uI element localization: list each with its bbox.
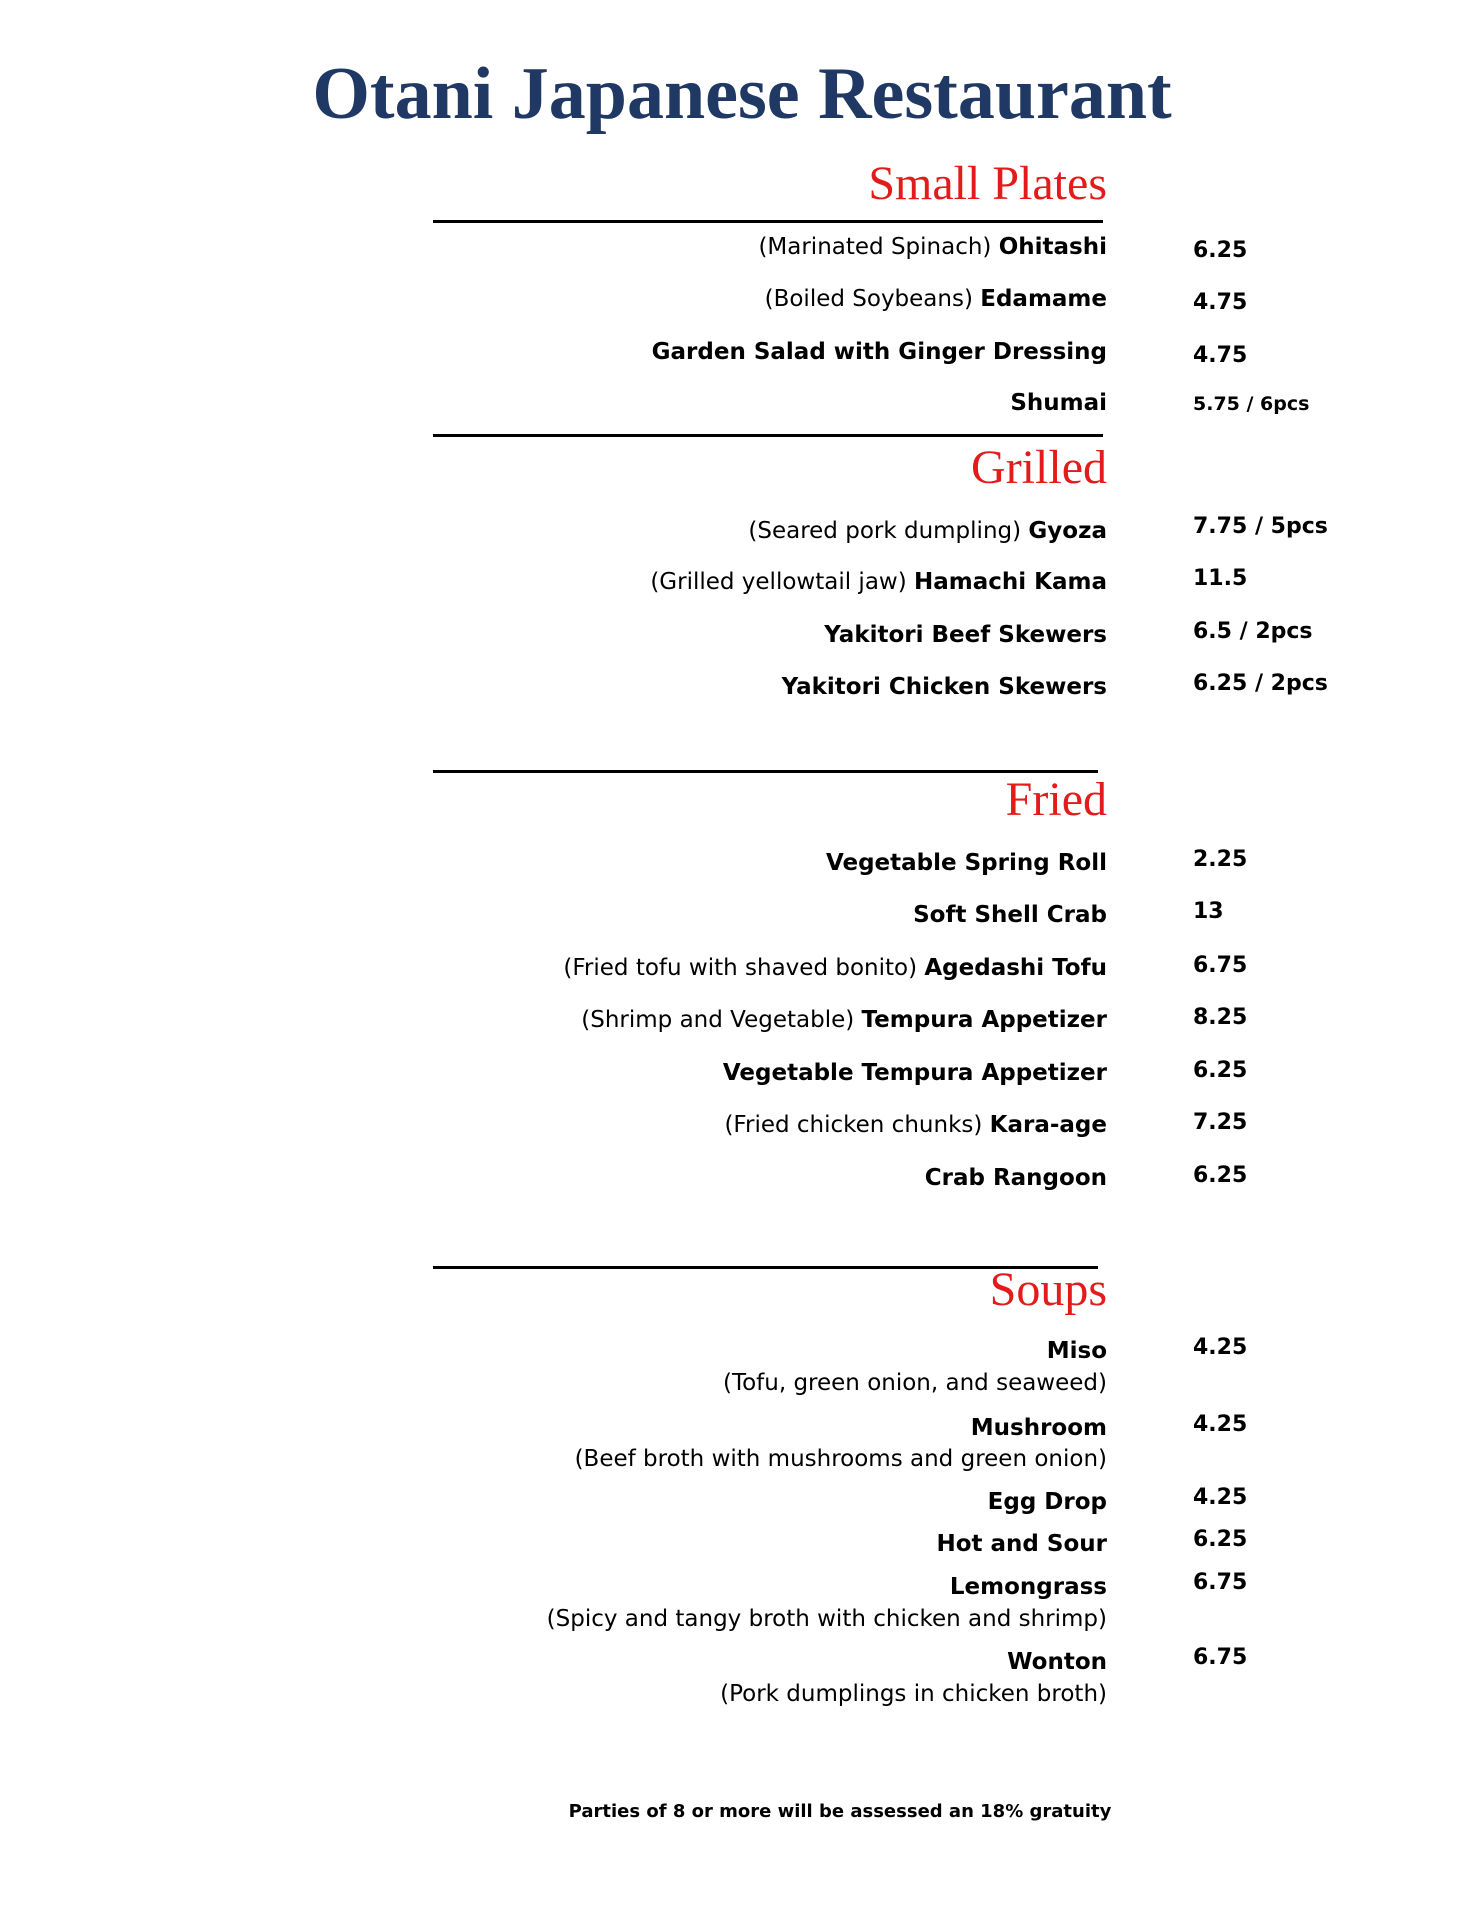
menu-item: [652, 337, 1107, 367]
menu-item: [826, 848, 1107, 878]
item-description: (Tofu, green onion, and seaweed): [722, 1370, 1107, 1396]
section-heading-soups: Soups: [989, 1263, 1107, 1316]
item-name: Gyoza: [1028, 518, 1107, 544]
item-price: 2.25: [1193, 847, 1248, 872]
item-description: (Pork dumplings in chicken broth): [720, 1681, 1107, 1707]
item-price: 6.25: [1193, 238, 1248, 263]
menu-item: [988, 1487, 1107, 1517]
menu-item: [1047, 1336, 1107, 1366]
item-price: 6.75: [1193, 1645, 1248, 1670]
item-description: (Beef broth with mushrooms and green onion): [574, 1446, 1107, 1472]
item-name: Soft Shell Crab: [913, 902, 1107, 928]
item-price: 6.5 / 2pcs: [1193, 619, 1313, 644]
item-name: Vegetable Tempura Appetizer: [722, 1060, 1107, 1086]
page-title: Otani Japanese Restaurant: [312, 53, 1172, 135]
menu-item: [724, 1110, 1107, 1140]
item-description: (Seared pork dumpling): [748, 518, 1022, 544]
menu-item: [650, 567, 1107, 597]
item-name: Yakitori Beef Skewers: [824, 622, 1107, 648]
menu-item: [925, 1163, 1107, 1193]
item-name: Miso: [1046, 1338, 1107, 1364]
item-price: 11.5: [1193, 566, 1248, 591]
section-divider: [433, 220, 1103, 223]
item-name: Garden Salad with Ginger Dressing: [651, 339, 1107, 365]
item-price: 4.75: [1193, 290, 1248, 315]
item-name: Kara-age: [989, 1112, 1107, 1138]
menu-item: [936, 1529, 1107, 1559]
item-price: 6.25: [1193, 1163, 1248, 1188]
item-price: 6.75: [1193, 1570, 1248, 1595]
section-divider: [433, 434, 1103, 437]
item-description: (Fried tofu with shaved bonito): [563, 955, 918, 981]
item-name: Egg Drop: [987, 1489, 1107, 1515]
item-price: 6.75: [1193, 953, 1248, 978]
menu-item: [758, 232, 1107, 262]
item-price: 13: [1193, 899, 1224, 924]
item-name: Mushroom: [970, 1415, 1107, 1441]
item-name: Lemongrass: [949, 1574, 1107, 1600]
item-price: 6.25 / 2pcs: [1193, 671, 1328, 696]
item-description: (Shrimp and Vegetable): [581, 1007, 855, 1033]
menu-item: [1010, 388, 1107, 418]
item-name: Agedashi Tofu: [924, 955, 1107, 981]
item-price: 5.75 / 6pcs: [1193, 393, 1310, 415]
item-price: 8.25: [1193, 1005, 1248, 1030]
item-price: 7.25: [1193, 1110, 1248, 1135]
item-name: Vegetable Spring Roll: [825, 850, 1107, 876]
gratuity-note: Parties of 8 or more will be assessed an 18% gratuity: [568, 1801, 1112, 1822]
menu-item: [1007, 1647, 1107, 1677]
item-name: Hot and Sour: [936, 1531, 1107, 1557]
item-description: (Spicy and tangy broth with chicken and shrimp): [546, 1606, 1107, 1632]
item-price: 4.25: [1193, 1412, 1248, 1437]
menu-item: [971, 1413, 1107, 1443]
item-price: 4.75: [1193, 343, 1248, 368]
item-price: 6.25: [1193, 1527, 1248, 1552]
menu-item: [723, 1058, 1107, 1088]
item-name: Edamame: [980, 286, 1107, 312]
item-name: Yakitori Chicken Skewers: [781, 674, 1107, 700]
item-name: Tempura Appetizer: [861, 1007, 1107, 1033]
item-description: (Fried chicken chunks): [724, 1112, 983, 1138]
item-description: (Grilled yellowtail jaw): [650, 569, 907, 595]
section-heading-small-plates: Small Plates: [868, 157, 1107, 210]
menu-item: [950, 1572, 1107, 1602]
item-price: 4.25: [1193, 1335, 1248, 1360]
item-name: Shumai: [1010, 390, 1107, 416]
section-divider: [433, 770, 1098, 773]
item-name: Hamachi Kama: [914, 569, 1107, 595]
menu-item: [913, 900, 1107, 930]
menu-item: [748, 516, 1107, 546]
section-heading-grilled: Grilled: [971, 441, 1107, 494]
section-heading-fried: Fried: [1005, 773, 1107, 826]
menu-item: [765, 284, 1107, 314]
item-price: 4.25: [1193, 1485, 1248, 1510]
item-name: Ohitashi: [998, 234, 1107, 260]
item-description: (Marinated Spinach): [758, 234, 992, 260]
item-name: Crab Rangoon: [924, 1165, 1107, 1191]
item-name: Wonton: [1007, 1649, 1107, 1675]
item-price: 7.75 / 5pcs: [1193, 514, 1328, 539]
item-description: (Boiled Soybeans): [764, 286, 973, 312]
menu-item: [824, 620, 1107, 650]
menu-item: [782, 672, 1107, 702]
item-price: 6.25: [1193, 1058, 1248, 1083]
menu-item: [563, 953, 1107, 983]
menu-item: [581, 1005, 1107, 1035]
